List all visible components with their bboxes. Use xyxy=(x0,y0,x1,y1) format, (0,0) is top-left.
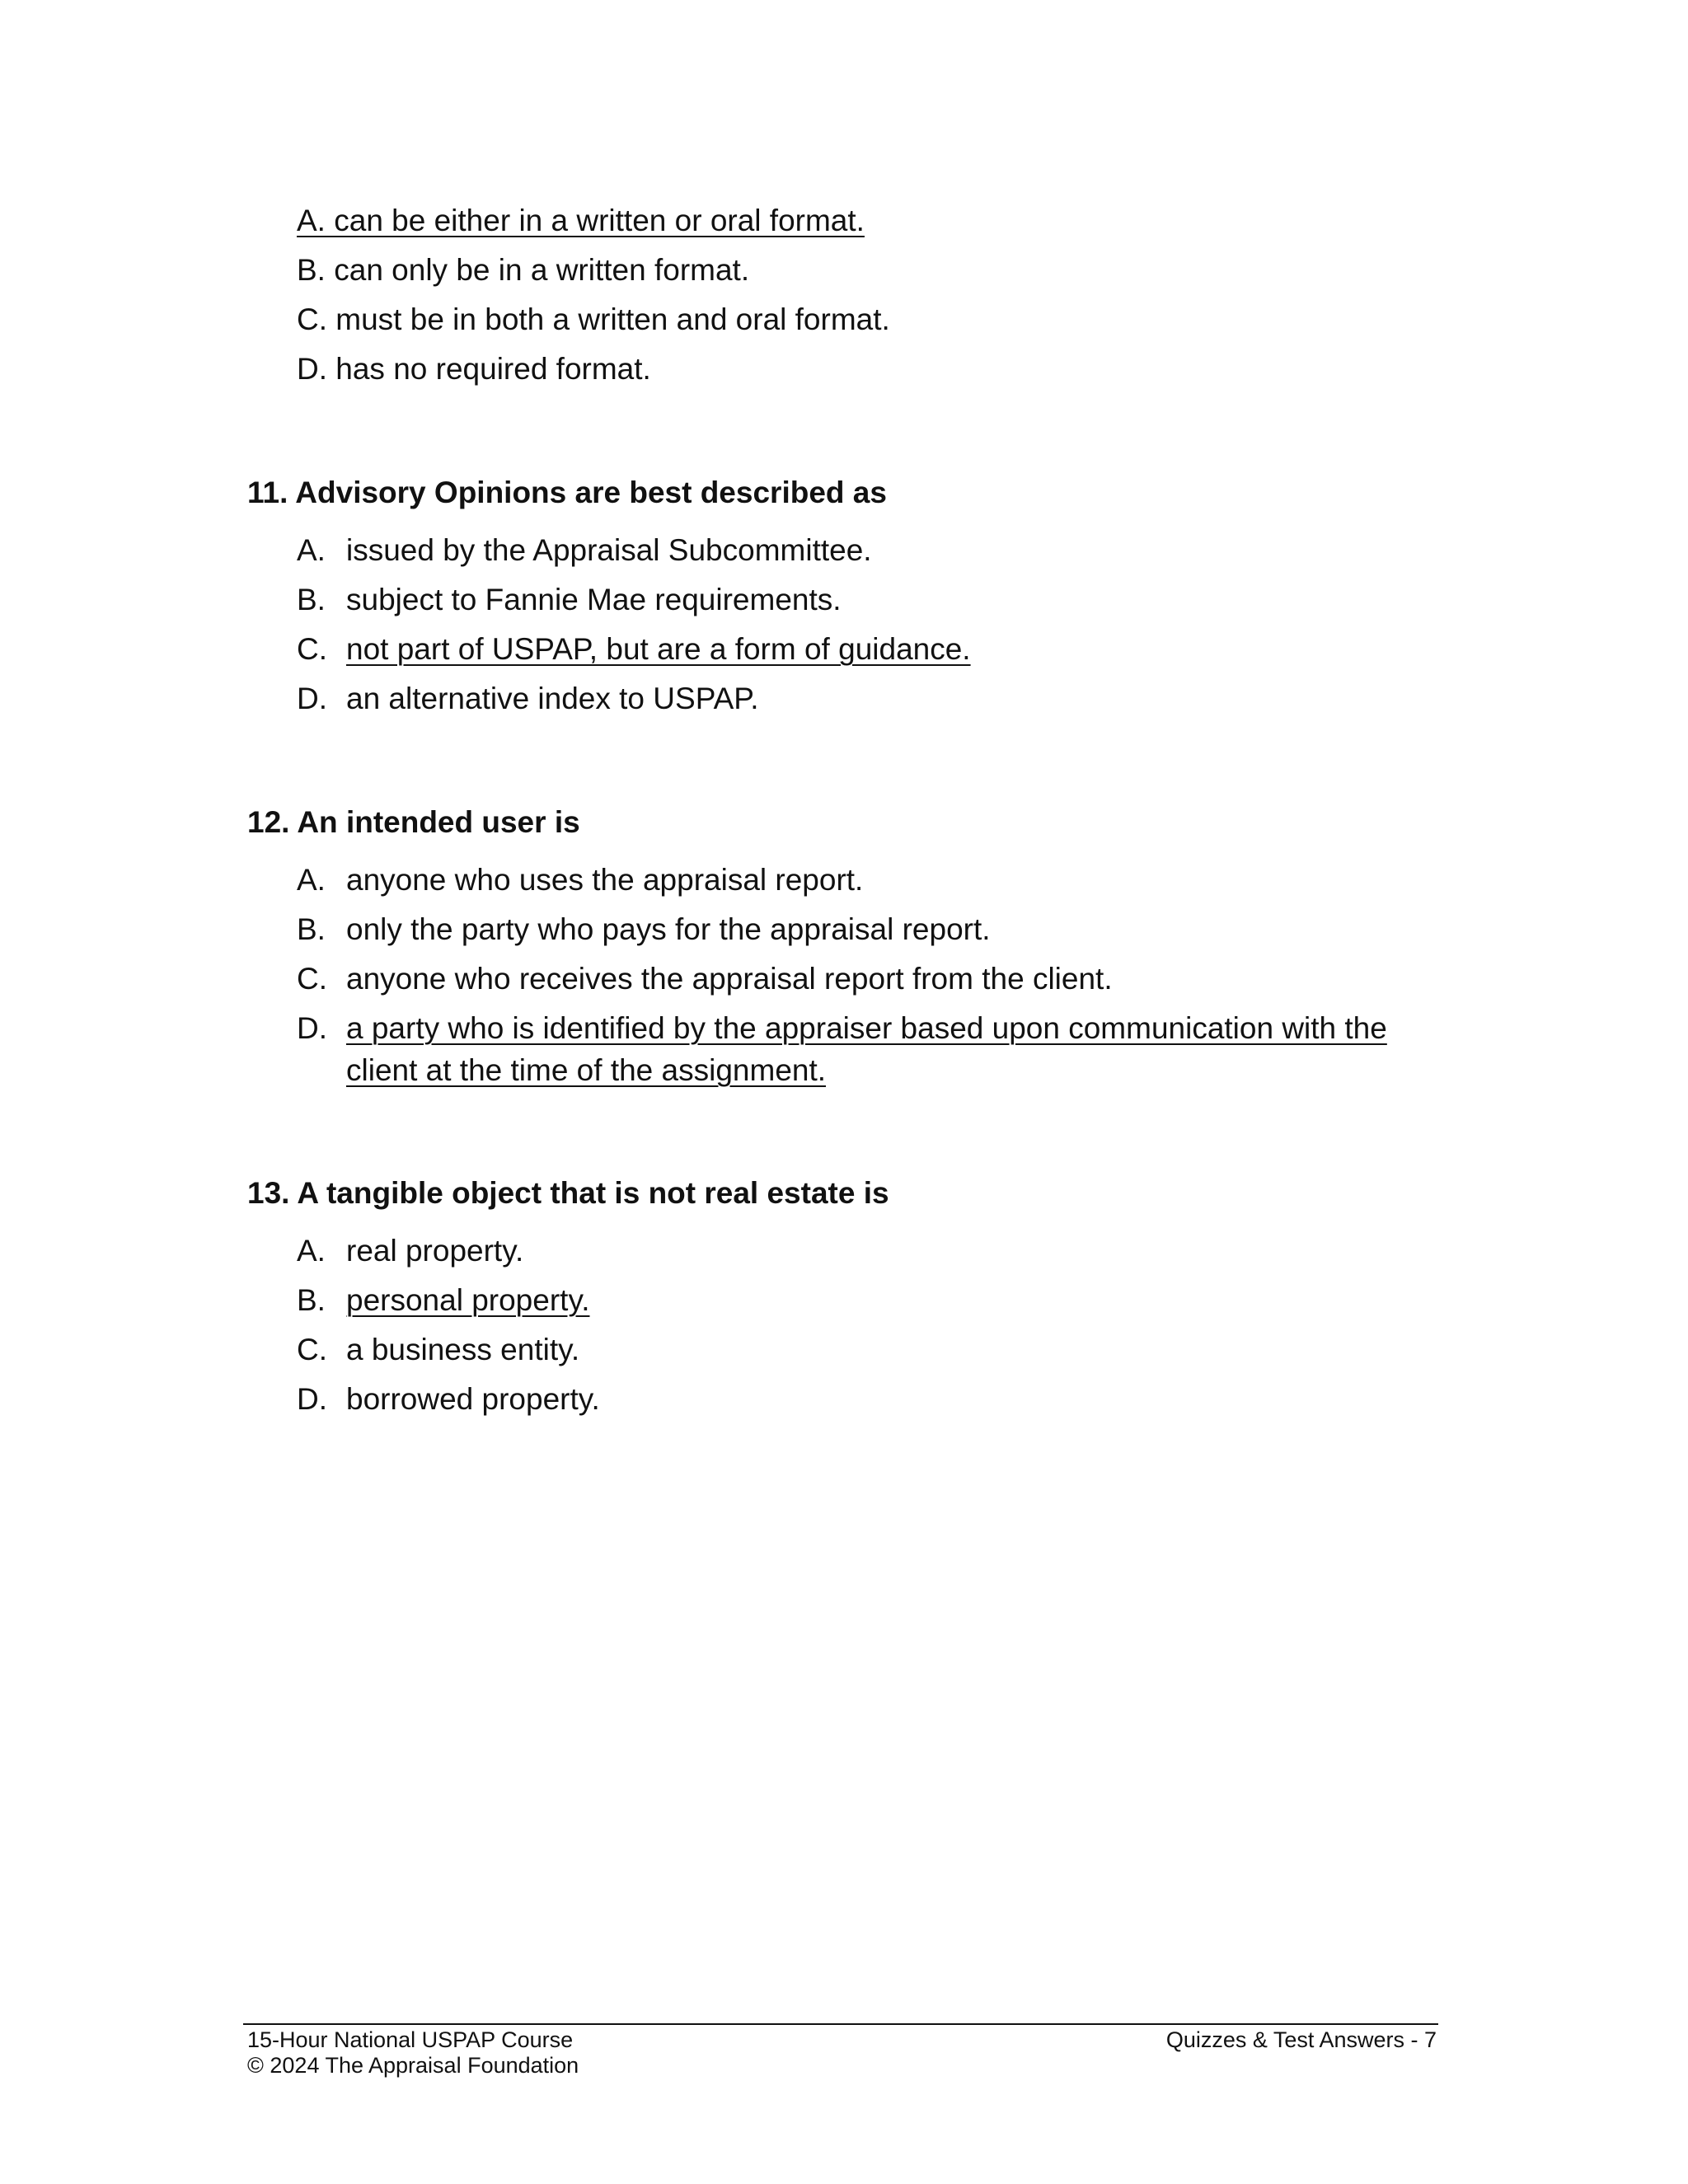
q10-option-a: A. can be either in a written or oral format. xyxy=(297,204,865,237)
footer-copyright: © 2024 The Appraisal Foundation xyxy=(247,2053,579,2078)
question-12-title: 12. An intended user is xyxy=(247,805,580,839)
option-letter: B. xyxy=(297,1283,326,1317)
question-13-title: 13. A tangible object that is not real estate is xyxy=(247,1176,889,1210)
option-text-correct: a party who is identified by the appraiser based upon communication with the client at the time of the assignment. xyxy=(346,1011,1387,1087)
option-letter: C. xyxy=(297,632,327,666)
option-text: only the party who pays for the appraisal report. xyxy=(346,912,991,946)
option-letter: D. xyxy=(297,1011,327,1045)
option-text: borrowed property. xyxy=(346,1382,600,1416)
option-text: anyone who uses the appraisal report. xyxy=(346,863,864,897)
option-letter: B. xyxy=(297,912,326,946)
option-text: a business entity. xyxy=(346,1333,580,1366)
option-text: subject to Fannie Mae requirements. xyxy=(346,583,842,616)
option-letter: A. xyxy=(297,863,326,897)
footer-left xyxy=(247,2027,579,2079)
q10-option-c: C. must be in both a written and oral format. xyxy=(297,302,890,336)
option-letter: C. xyxy=(297,1333,327,1366)
option-text: issued by the Appraisal Subcommittee. xyxy=(346,533,872,567)
option-letter: D. xyxy=(297,682,327,715)
option-text-correct: not part of USPAP, but are a form of guidance. xyxy=(346,632,971,666)
option-letter: B. xyxy=(297,583,326,616)
option-text: anyone who receives the appraisal report from the client. xyxy=(346,962,1113,996)
option-letter: A. xyxy=(297,1234,326,1268)
option-letter: A. xyxy=(297,533,326,567)
option-text-correct: personal property. xyxy=(346,1283,590,1317)
option-letter: C. xyxy=(297,962,327,996)
option-text: real property. xyxy=(346,1234,524,1268)
footer-page-label: Quizzes & Test Answers - 7 xyxy=(1165,2027,1437,2052)
option-letter: D. xyxy=(297,1382,327,1416)
question-11-title: 11. Advisory Opinions are best described as xyxy=(247,476,887,509)
option-text: an alternative index to USPAP. xyxy=(346,682,759,715)
q10-option-b: B. can only be in a written format. xyxy=(297,253,750,287)
q10-option-d: D. has no required format. xyxy=(297,352,651,386)
footer-divider xyxy=(243,2023,1438,2025)
footer-course-title: 15-Hour National USPAP Course xyxy=(247,2027,574,2052)
